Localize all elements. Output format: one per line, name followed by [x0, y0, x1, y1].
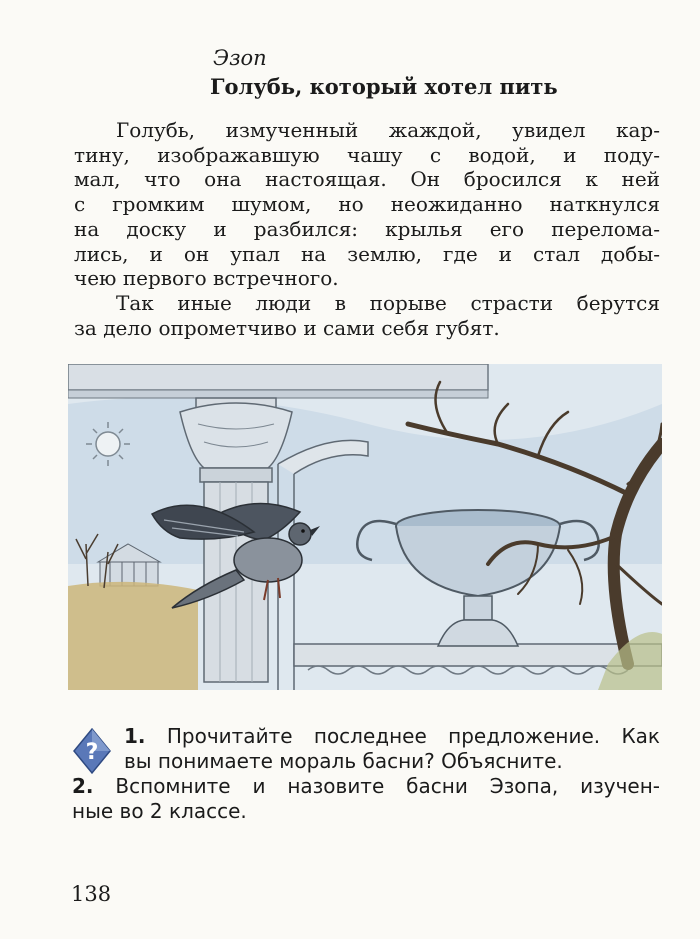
question-1-line-2: вы понимаете мораль басни? Объясните. — [124, 749, 563, 773]
fable-line: с громким шумом, но неожиданно наткнулся — [74, 192, 660, 217]
fable-line: лись, и он упал на землю, где и стал добы- — [74, 241, 660, 266]
question-2-line-2: ные во 2 классе. — [72, 799, 247, 823]
fable-line: чею первого встречного. — [74, 266, 339, 291]
fable-line: мал, что она настоящая. Он бросился к ней — [74, 167, 660, 192]
fable-text — [74, 118, 660, 340]
fable-title: Голубь, который хотел пить — [210, 74, 558, 99]
moral-line: Так иные люди в порыве страсти берутся — [116, 290, 660, 315]
page-number: 138 — [71, 882, 112, 906]
question-1-line — [72, 724, 660, 749]
svg-text:?: ? — [85, 740, 99, 765]
question-2-number: 2. — [72, 774, 94, 798]
question-2-line — [72, 774, 660, 799]
fable-author: Эзоп — [213, 46, 267, 70]
fable-line: Голубь, измученный жаждой, увидел кар- — [116, 118, 660, 142]
fable-line: тину, изображавшую чашу с водой, и поду- — [74, 142, 660, 167]
fable-line: на доску и разбился: крылья его перелома- — [74, 216, 660, 241]
question-2-text: Вспомните и назовите басни Эзопа, изучен- — [115, 774, 660, 798]
question-1-number: 1. — [124, 724, 146, 748]
question-1-text: Прочитайте последнее предложение. Как — [166, 724, 660, 748]
questions-block — [72, 724, 660, 824]
moral-line: за дело опрометчиво и сами себя губят. — [74, 315, 500, 340]
fable-illustration — [68, 364, 662, 690]
